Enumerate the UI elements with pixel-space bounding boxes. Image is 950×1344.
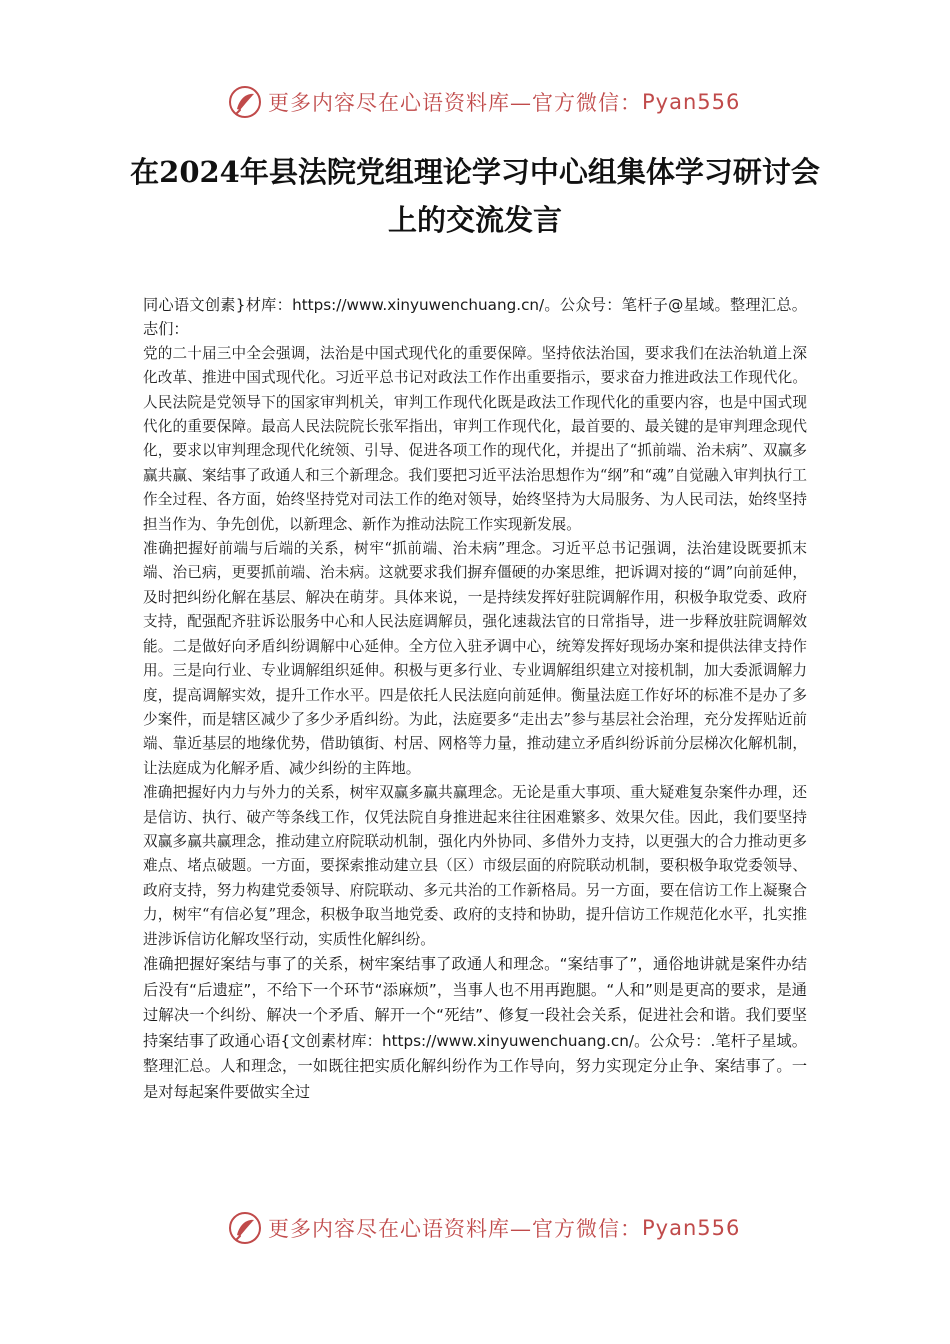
banner-wechat-id: Pyan556 (642, 90, 741, 114)
paragraph-3: 准确把握好内力与外力的关系，树牢双赢多赢共赢理念。无论是重大事项、重大疑难复杂案件办理，还是信访、执行、破产等条线工作，仅凭法院自身推进起来往往困难繁多、效果欠佳。因此，我们要坚持双赢多赢共赢理念，推动建立府院联动机制，强化内外协同、多借外力支持，以更强大的合力推动更多难点、堵点破题。一方面，要探索推动建立县（区）市级层面的府院联动机制，要积极争取党委领导、政府支持，努力构建党委领导、府院联动、多元共治的工作新格局。另一方面，要在信访工作上凝聚合力，树牢“有信必复”理念，积极争取当地党委、政府的支持和协助，提升信访工作规范化水平，扎实推进涉诉信访化解攻坚行动，实质性化解纠纷。 (143, 784, 807, 948)
paragraph-4: 准确把握好案结与事了的关系，树牢案结事了政通人和理念。“案结事了”，通俗地讲就是案件办结后没有“后遗症”，不给下一个环节“添麻烦”，当事人也不用再跑腿。“人和”则是更高的要求，是通过解决一个纠纷、解决一个矛盾、解开一个“死结”、修复一段社会关系，促进社会和谐。我们要坚持案结事了政通心语{文创素材库：https://www.xinyuwenchuang.cn/。公众号：.笔杆子星域。整理汇总。人和理念，一如既往把实质化解纠纷作为工作导向，努力实现定分止争、案结事了。一是对每起案件要做实全过 (143, 954, 807, 1101)
paragraph-1: 党的二十届三中全会强调，法治是中国式现代化的重要保障。坚持依法治国，要求我们在法治轨道上深化改革、推进中国式现代化。习近平总书记对政法工作作出重要指示，要求奋力推进政法工作现代化。人民法院是党领导下的国家审判机关，审判工作现代化既是政法工作现代化的重要内容，也是中国式现代化的重要保障。最高人民法院院长张军指出，审判工作现代化，最首要的、最关键的是审判理念现代化，要求以审判理念现代化统领、引导、促进各项工作的现代化，并提出了“抓前端、治未病”、双赢多赢共赢、案结事了政通人和三个新理念。我们要把习近平法治思想作为“纲”和“魂”自觉融入审判执行工作全过程、各方面，始终坚持党对司法工作的绝对领导，始终坚持为大局服务、为人民司法，始终坚持担当作为、争先创优，以新理念、新作为推动法院工作实现新发展。 (143, 344, 807, 533)
footer-banner[interactable] (228, 1208, 748, 1248)
banner-text: 更多内容尽在心语资料库—官方微信： (268, 1217, 642, 1241)
document-body (143, 293, 807, 1106)
banner-text: 更多内容尽在心语资料库—官方微信： (268, 91, 642, 115)
document-title: 在2024年县法院党组理论学习中心组集体学习研讨会上的交流发言 (130, 155, 820, 237)
paragraph-2: 准确把握好前端与后端的关系，树牢“抓前端、治未病”理念。习近平总书记强调，法治建设既要抓末端、治已病，更要抓前端、治未病。这就要求我们摒弃僵硬的办案思维，把诉调对接的“调”向前延伸，及时把纠纷化解在基层、解决在萌芽。具体来说，一是持续发挥好驻院调解作用，积极争取党委、政府支持，配强配齐驻诉讼服务中心和人民法庭调解员，强化速裁法官的日常指导，进一步释放驻院调解效能。二是做好向矛盾纠纷调解中心延伸。全方位入驻矛调中心，统筹发挥好现场办案和提供法律支持作用。三是向行业、专业调解组织延伸。积极与更多行业、专业调解组织建立对接机制，加大委派调解力度，提高调解实效，提升工作水平。四是依托人民法庭向前延伸。衡量法庭工作好坏的标准不是办了多少案件，而是辖区减少了多少矛盾纠纷。为此，法庭要多“走出去”参与基层社会治理，充分发挥贴近前端、靠近基层的地缘优势，借助镇街、村居、网格等力量，推动建立矛盾纠纷诉前分层梯次化解机制，让法庭成为化解矛盾、减少纠纷的主阵地。 (143, 540, 807, 777)
banner-wechat-id: Pyan556 (642, 1216, 741, 1240)
logo-icon (228, 85, 262, 119)
paragraph-intro: 同心语文创素}材库：https://www.xinyuwenchuang.cn/。公众号：笔杆子@星域。整理汇总。志们： (143, 296, 807, 339)
logo-icon (228, 1211, 262, 1245)
header-banner[interactable] (228, 82, 748, 122)
